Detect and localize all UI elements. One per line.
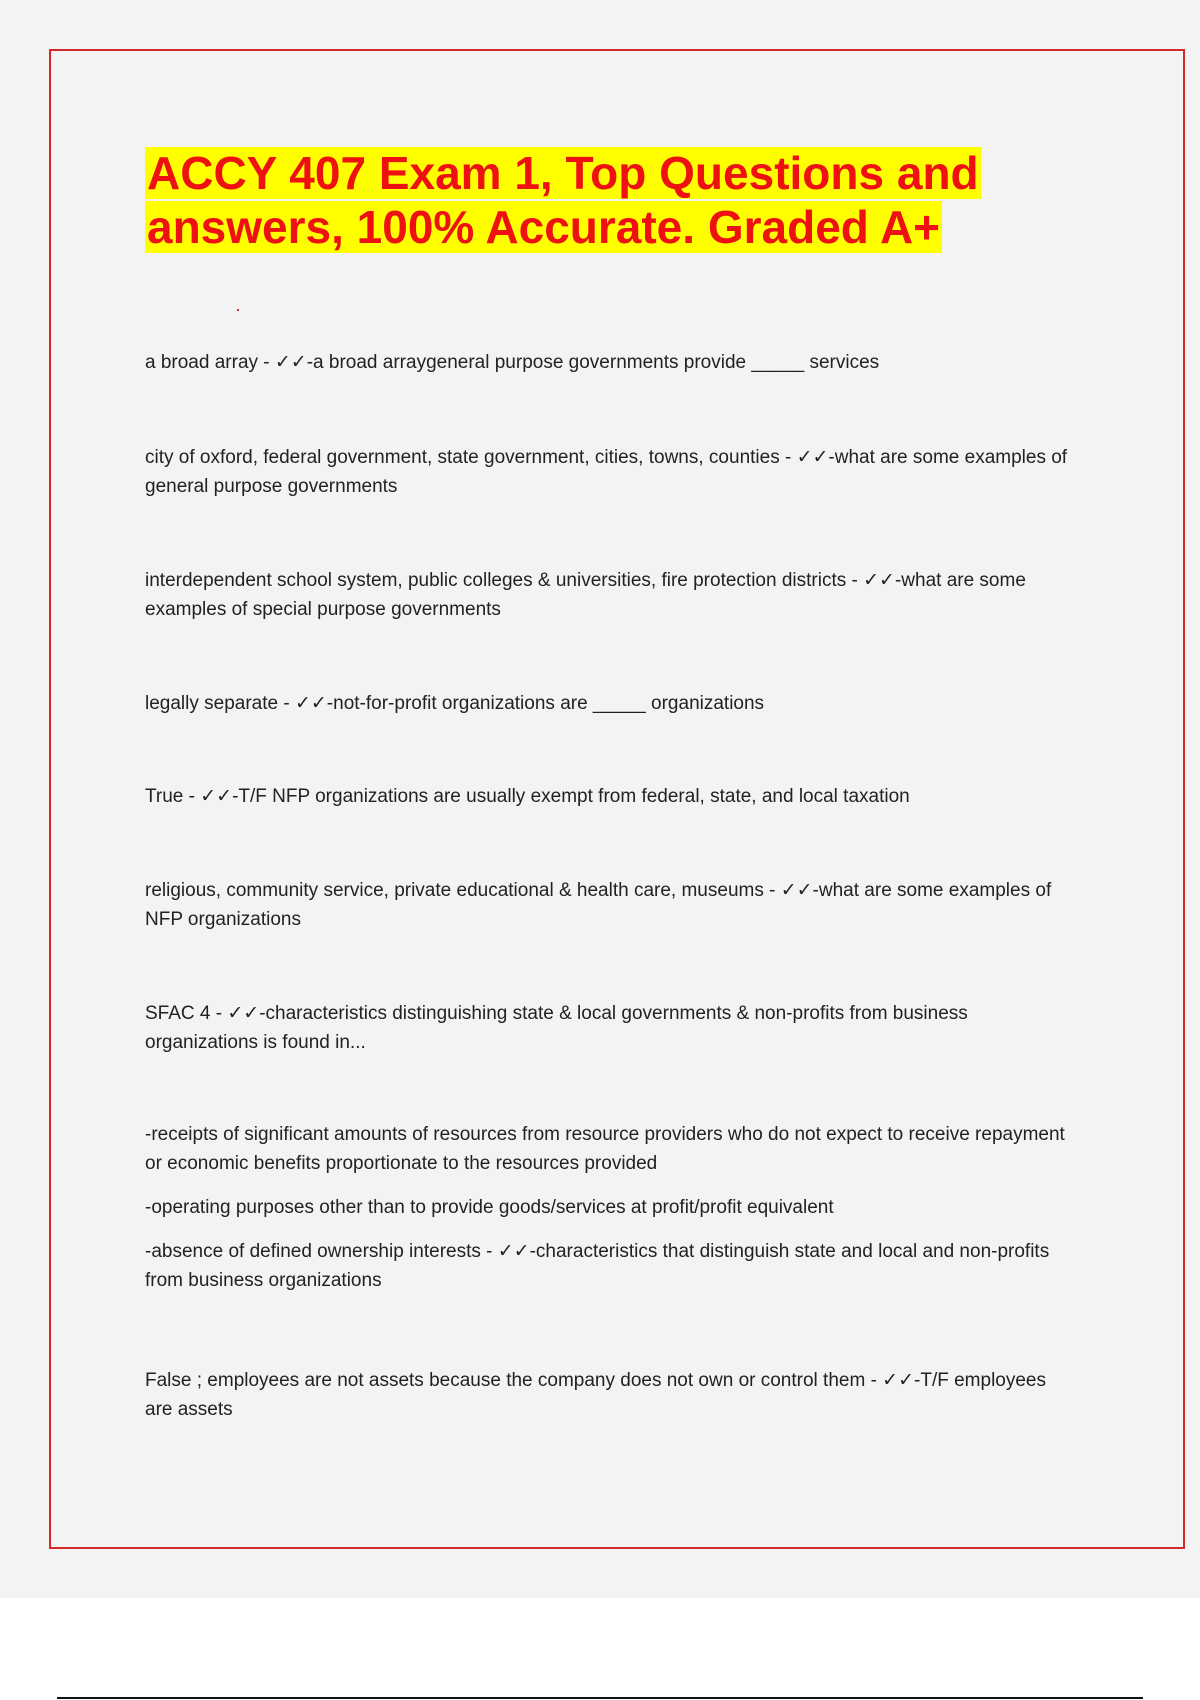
qa-entry-text: SFAC 4 - ✓✓-characteristics distinguishing state & local governments & non-profits from business organizations is found in... — [145, 1003, 968, 1053]
qa-entry-text: religious, community service, private educational & health care, museums - ✓✓-what are some examples of NFP organizations — [145, 880, 1052, 930]
qa-entry-text: True - ✓✓-T/F NFP organizations are usually exempt from federal, state, and local taxation — [145, 786, 910, 807]
qa-entry-text: -absence of defined ownership interests - ✓✓-characteristics that distinguish state and local and non-profits from business organizations — [145, 1241, 1050, 1291]
qa-entry-7 — [145, 999, 1075, 1057]
stray-red-dot — [237, 309, 239, 311]
qa-entry-5 — [145, 782, 1075, 811]
qa-entry-text: -receipts of significant amounts of resources from resource providers who do not expect to receive repayment or economic benefits proportionate to the resources provided — [145, 1124, 1065, 1174]
qa-entry-4 — [145, 689, 1075, 718]
qa-entry-text: -operating purposes other than to provide goods/services at profit/profit equivalent — [145, 1197, 834, 1218]
qa-entry-2 — [145, 443, 1075, 501]
qa-entry-text: legally separate - ✓✓-not-for-profit organizations are _____ organizations — [145, 693, 765, 714]
qa-entry-8 — [145, 1120, 1075, 1295]
qa-entry-6 — [145, 876, 1075, 934]
qa-entry-text: city of oxford, federal government, state government, cities, towns, counties - ✓✓-what are some examples of general purpose governments — [145, 447, 1068, 497]
title-line-1: ACCY 407 Exam 1, Top Questions and — [147, 147, 979, 199]
document-title — [145, 146, 1095, 254]
qa-entry-3 — [145, 566, 1075, 624]
qa-entry-text: False ; employees are not assets because the company does not own or control them - ✓✓-T/F employees are assets — [145, 1370, 1046, 1420]
qa-entry-9 — [145, 1366, 1075, 1424]
footer-rule — [57, 1697, 1143, 1699]
qa-entry-text: interdependent school system, public colleges & universities, fire protection districts - ✓✓-what are some examples of special purpose governments — [145, 570, 1026, 620]
qa-entry-1 — [145, 348, 1075, 377]
title-line-2: answers, 100% Accurate. Graded A+ — [147, 201, 941, 253]
qa-entry-text: a broad array - ✓✓-a broad arraygeneral purpose governments provide _____ services — [145, 352, 880, 373]
